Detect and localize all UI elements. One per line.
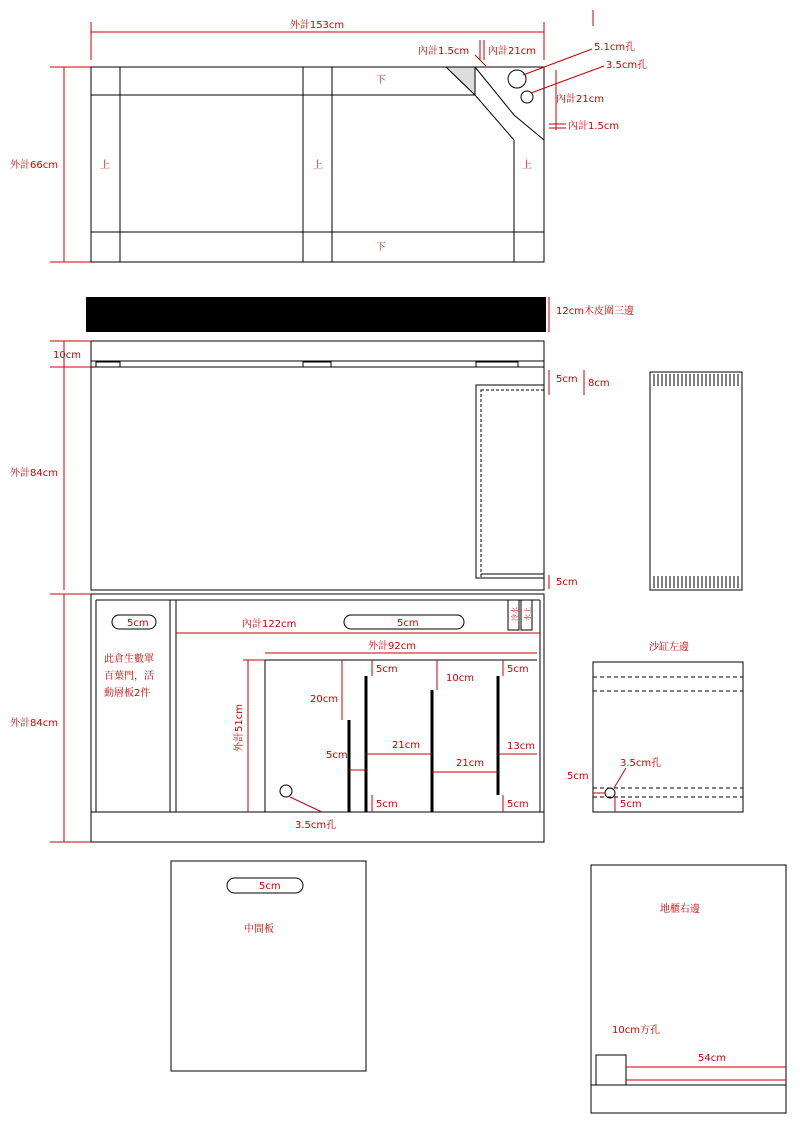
lid-clip-mid [303,362,331,367]
front-upper-labels [10,350,610,588]
cabinet-right-labels [612,902,726,1064]
middle-board-title: 中間板 [244,924,274,935]
label-slot-left: 5cm [127,618,149,629]
front-lower-labels [10,607,535,831]
tag-a-label: 冷水 [511,607,519,621]
note-line-1: 此倉生數單 [104,654,154,665]
leader-hole-35 [531,66,604,93]
corner-diagonal-inner [475,67,544,140]
label-dim-5b: 5cm [556,577,578,588]
label-13: 13cm [507,741,535,752]
label-lower-hole: 3.5cm孔 [295,820,337,831]
label-21b: 21cm [456,758,484,769]
label-20: 20cm [310,694,338,705]
label-down-top: 下 [376,75,386,86]
comb-teeth-top [654,374,738,386]
label-upper-height: 外計84cm [10,468,58,479]
label-hole-35: 3.5cm孔 [606,60,648,71]
cabinet-right-outline [591,865,786,1113]
front-lower-dims [50,594,540,842]
corner-hatch [446,67,475,95]
cabinet-right [591,865,786,1113]
middle-board-labels [244,881,281,935]
top-view-labels [10,18,647,253]
tank-left-title: 沙缸左邊 [649,642,689,653]
square-hole-icon [596,1055,626,1085]
lower-hole-icon [280,785,292,797]
label-inner-21b: 內計21cm [556,94,604,105]
label-wood-band: 12cm木皮圍三邊 [556,306,634,317]
label-5-top-a: 5cm [376,664,398,675]
tank-left-outline [593,662,743,812]
label-dim-8: 8cm [588,378,610,389]
label-up-left: 上 [100,160,110,171]
lid-clip-left [96,362,120,367]
tank-left [593,662,743,812]
label-hole-51: 5.1cm孔 [594,42,636,53]
label-middle-slot: 5cm [259,881,281,892]
label-5-left: 5cm [326,750,348,761]
label-inner-21a: 內計21cm [488,46,536,57]
lower-outline [91,594,544,842]
leader-lower-hole [290,797,322,812]
label-dim-10: 10cm [53,350,81,361]
tag-b-label: 水上 [524,607,532,621]
label-10: 10cm [446,673,474,684]
label-inner-15b: 內計1.5cm [568,121,620,132]
wood-band-bar [86,297,546,332]
label-up-mid: 上 [313,160,323,171]
label-21a: 21cm [392,740,420,751]
comb-teeth-bottom [654,576,738,588]
middle-board [171,861,366,1071]
hole-51-icon [508,70,526,88]
front-upper [50,341,584,590]
side-comb-panel [650,372,742,590]
label-dim-5a: 5cm [556,374,578,385]
wood-band [86,297,634,332]
label-tank-5-side: 5cm [567,771,589,782]
lid-clip-right [476,362,518,367]
label-square-hole: 10cm方孔 [612,1025,660,1036]
label-inner-122: 內計122cm [242,619,297,630]
tank-left-labels [567,640,689,810]
note-line-2: 百葉門，活 [104,671,154,682]
label-down-bottom: 下 [376,242,386,253]
label-lower-height: 外計84cm [10,718,58,729]
label-inner-15a: 內計1.5cm [418,46,470,57]
cabinet-right-title: 地櫃右邊 [660,904,700,915]
label-slot-center: 5cm [397,618,419,629]
label-54: 54cm [698,1053,726,1064]
note-line-3: 動層板2件 [104,688,151,699]
baffles [349,676,498,812]
corner-diagonal-outer [446,67,514,140]
label-up-right: 上 [522,160,532,171]
label-outer-width: 外計153cm [289,20,345,31]
label-5-top-b: 5cm [507,664,529,675]
label-5-bot-b: 5cm [507,799,529,810]
front-lower [91,594,544,842]
comb-outline [650,372,742,590]
label-outer-92: 外計92cm [368,641,416,652]
label-outer-51: 外計51cm [234,704,245,752]
leader-tank-hole [614,768,626,788]
label-5-bot-a: 5cm [376,799,398,810]
sump-box [476,385,544,578]
label-outer-depth: 外計66cm [10,160,58,171]
label-tank-hole: 3.5cm孔 [620,758,662,769]
sump-inner-dashed [481,390,544,578]
label-tank-5-bot: 5cm [620,799,642,810]
